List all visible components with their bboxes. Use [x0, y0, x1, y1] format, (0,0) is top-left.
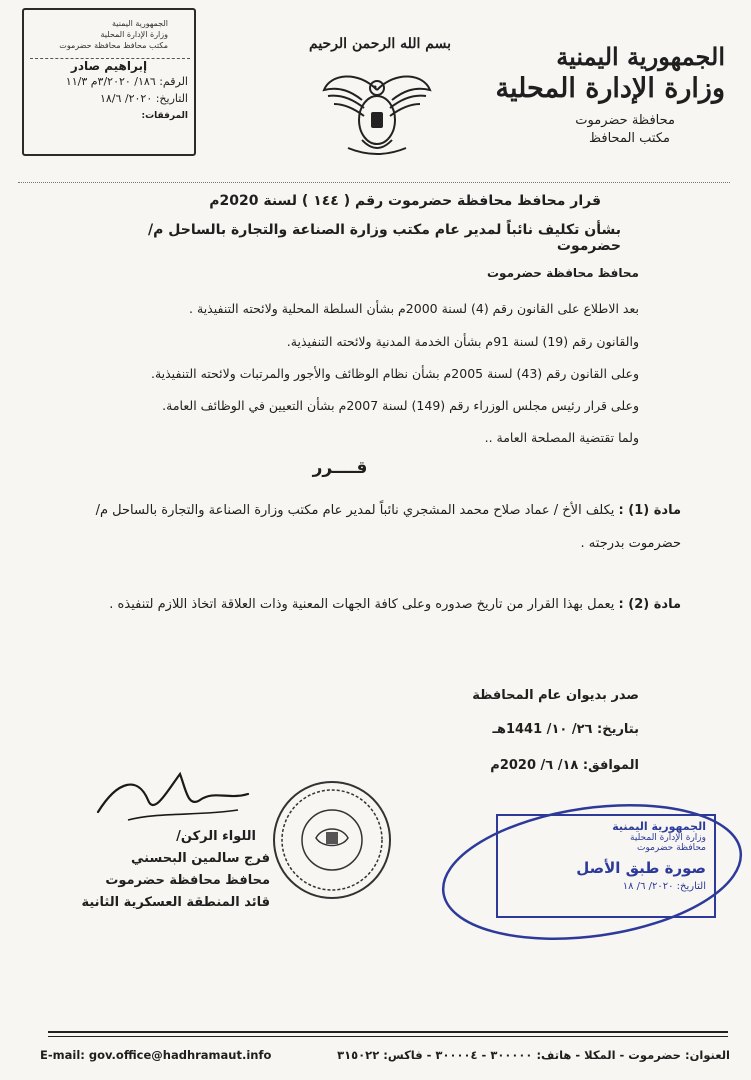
- certified-copy-stamp: [496, 814, 716, 918]
- yemen-eagle-emblem-icon: [318, 60, 436, 160]
- stamp-attachments: المرفقات:: [141, 111, 188, 121]
- letterhead: [475, 42, 725, 148]
- footer-email: E-mail: gov.office@hadhramaut.info: [40, 1048, 272, 1062]
- article-2-label: مادة (2) :: [618, 597, 681, 612]
- office-name: مكتب المحافظ: [589, 131, 670, 146]
- signer-name: فرج سالمين البحسني: [131, 851, 270, 866]
- issued-at: صدر بديوان عام المحافظة: [472, 688, 639, 703]
- footer-divider: [48, 1031, 728, 1033]
- basmala: بسم الله الرحمن الرحيم: [309, 36, 451, 52]
- article-1-label: مادة (1) :: [618, 503, 681, 518]
- handwritten-signature-icon: [88, 760, 258, 830]
- signer-rank: اللواء الركن/: [176, 829, 256, 844]
- article-1: [51, 494, 681, 560]
- signature-block: [80, 826, 270, 914]
- preamble-line: بعد الاطلاع على القانون رقم (4) لسنة 2000م بشأن السلطة المحلية ولائحته التنفيذية .: [189, 301, 639, 316]
- preamble-line: وعلى قرار رئيس مجلس الوزراء رقم (149) لسنة 2007م بشأن التعيين في الوظائف العامة.: [162, 398, 639, 413]
- decision-subject: بشأن تكليف نائباً لمدير عام مكتب وزارة الصناعة والتجارة بالساحل م/ حضرموت: [148, 222, 621, 254]
- header-divider: [18, 182, 730, 183]
- copy-stamp-ministry: وزارة الإدارة المحلية: [630, 833, 706, 843]
- stamp-ministry: وزارة الإدارة المحلية: [100, 30, 168, 39]
- copy-stamp-label: صورة طبق الأصل: [576, 859, 706, 877]
- stamp-register-label: إبراهيم صادر: [70, 59, 148, 73]
- ministry-name: وزارة الإدارة المحلية: [495, 73, 725, 104]
- preamble-line: وعلى القانون رقم (43) لسنة 2005م بشأن نظام الوظائف والأجور والمرتبات ولائحته التنفيذية.: [150, 366, 639, 381]
- decision-title: قرار محافظ محافظة حضرموت رقم ( ١٤٤ ) لسنة 2020م: [209, 193, 601, 209]
- article-2: [51, 588, 681, 621]
- stamp-country: الجمهورية اليمنية: [111, 19, 168, 28]
- incoming-stamp: [22, 8, 196, 156]
- copy-stamp-country: الجمهورية اليمنية: [612, 820, 706, 833]
- hijri-date: بتاريخ: ٢٦/ ١٠/ 1441هـ: [492, 722, 639, 737]
- stamp-divider: [30, 58, 190, 59]
- signer-title: محافظ محافظة حضرموت: [105, 873, 270, 888]
- stamp-date: التاريخ: ٢٠٢٠/ ١٨/٦: [99, 92, 188, 105]
- country-name: الجمهورية اليمنية: [556, 42, 725, 71]
- copy-stamp-governorate: محافظة حضرموت: [636, 843, 706, 853]
- footer-address: العنوان: حضرموت - المكلا - هاتف: ٣٠٠٠٠٠ - ٣٠٠٠٠٤ - فاكس: ٣١٥٠٢٢: [337, 1048, 730, 1062]
- decides-heading: قــــرر: [312, 458, 368, 478]
- article-1-text: يكلف الأخ / عماد صلاح محمد المشجري نائباً لمدير عام مكتب وزارة الصناعة والتجارة بالساحل م/حضرموت بدرجته .: [95, 503, 681, 551]
- signer-command: قائد المنطقة العسكرية الثانية: [81, 895, 270, 910]
- issuer-heading: محافظ محافظة حضرموت: [486, 266, 639, 280]
- copy-stamp-date: التاريخ: ٢٠٢٠/ ٦/ ١٨: [622, 881, 706, 892]
- governorate-name: محافظة حضرموت: [575, 113, 675, 128]
- stamp-number: الرقم: ١٨٦/ ٣/٢٠٢٠م ١١/٣: [65, 75, 188, 88]
- preamble-line: والقانون رقم (19) لسنة 91م بشأن الخدمة المدنية ولائحته التنفيذية.: [286, 334, 639, 349]
- footer-divider-thin: [48, 1036, 728, 1037]
- official-round-seal-icon: [268, 776, 396, 904]
- stamp-office: مكتب محافظ محافظة حضرموت: [59, 41, 168, 50]
- preamble-line: ولما تقتضية المصلحة العامة ..: [484, 430, 639, 445]
- gregorian-date: الموافق: ١٨/ ٦/ 2020م: [490, 758, 639, 773]
- article-2-text: يعمل بهذا القرار من تاريخ صدوره وعلى كافة الجهات المعنية وذات العلاقة اتخاذ اللازم لتنفيذه .: [109, 597, 615, 612]
